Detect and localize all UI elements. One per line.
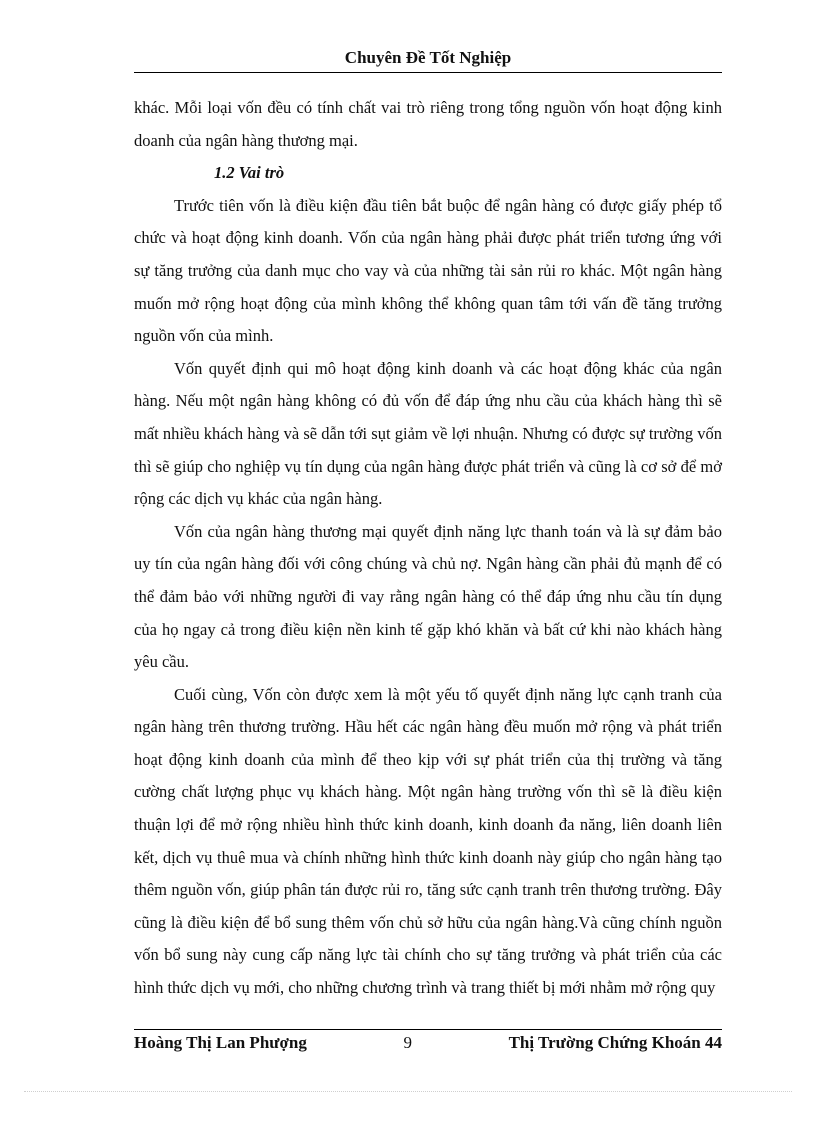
- footer-divider: [134, 1029, 722, 1030]
- section-heading: 1.2 Vai trò: [214, 163, 285, 183]
- paragraph-1: Trước tiên vốn là điều kiện đầu tiên bắt buộc để ngân hàng có được giấy phép tổ chức và hoạt động kinh doanh. Vốn của ngân hàng phải được phát triển tương ứng với sự tăng trưởng của danh mục cho vay và của những tài sản rủi ro khác. Một ngân hàng muốn mở rộng hoạt động của mình không thể không quan tâm tới vấn đề tăng trưởng nguồn vốn của mình.: [134, 195, 722, 346]
- document-body: [134, 92, 722, 1005]
- paragraph-4: Cuối cùng, Vốn còn được xem là một yếu tố quyết định năng lực cạnh tranh của ngân hàng trên thương trường. Hầu hết các ngân hàng đều muốn mở rộng và phát triển hoạt động kinh doanh của mình để theo kịp với sự phát triển của thị trường và tăng cường chất lượng phục vụ khách hàng. Một ngân hàng trường vốn thì sẽ là điều kiện thuận lợi để mở rộng nhiều hình thức kinh doanh, kinh doanh đa năng, liên doanh liên kết, dịch vụ thuê mua và chính những hình thức kinh doanh này giúp cho ngân hàng tạo thêm nguồn vốn, giúp phân tán được rủi ro, tăng sức cạnh tranh trên thương trường. Đây cũng là điều kiện để bổ sung thêm vốn chủ sở hữu của ngân hàng.Và cũng chính nguồn vốn bổ sung này cung cấp năng lực tài chính cho sự tăng trưởng và phát triển của các hình thức dịch vụ mới, cho những chương trình và trang thiết bị mới nhằm mở rộng quy: [134, 684, 722, 998]
- paragraph-3: Vốn của ngân hàng thương mại quyết định năng lực thanh toán và là sự đảm bảo uy tín của ngân hàng đối với công chúng và chủ nợ. Ngân hàng cần phải đủ mạnh để có thể đảm bảo với những người đi vay rằng ngân hàng có thể đáp ứng nhu cầu tín dụng của họ ngay cả trong điều kiện nền kinh tế gặp khó khăn và bất cứ khi nào khách hàng yêu cầu.: [134, 521, 722, 672]
- continuation-paragraph: khác. Mỗi loại vốn đều có tính chất vai trò riêng trong tổng nguồn vốn hoạt động kinh doanh của ngân hàng thương mại.: [134, 98, 722, 150]
- footer-class-name: Thị Trường Chứng Khoán 44: [508, 1033, 722, 1052]
- page-header-title: Chuyên Đề Tốt Nghiệp: [134, 48, 722, 73]
- page-number: 9: [403, 1033, 412, 1052]
- page-edge-divider: [24, 1091, 792, 1092]
- footer-author: Hoàng Thị Lan Phượng: [134, 1033, 307, 1052]
- paragraph-2: Vốn quyết định qui mô hoạt động kinh doanh và các hoạt động khác của ngân hàng. Nếu một ngân hàng không có đủ vốn để đáp ứng nhu cầu của khách hàng thì sẽ mất nhiều khách hàng và sẽ dẫn tới sụt giảm về lợi nhuận. Nhưng có được sự trường vốn thì sẽ giúp cho nghiệp vụ tín dụng của ngân hàng được phát triển và cũng là cơ sở để mở rộng các dịch vụ khác của ngân hàng.: [134, 358, 722, 509]
- page-footer: [134, 1033, 722, 1053]
